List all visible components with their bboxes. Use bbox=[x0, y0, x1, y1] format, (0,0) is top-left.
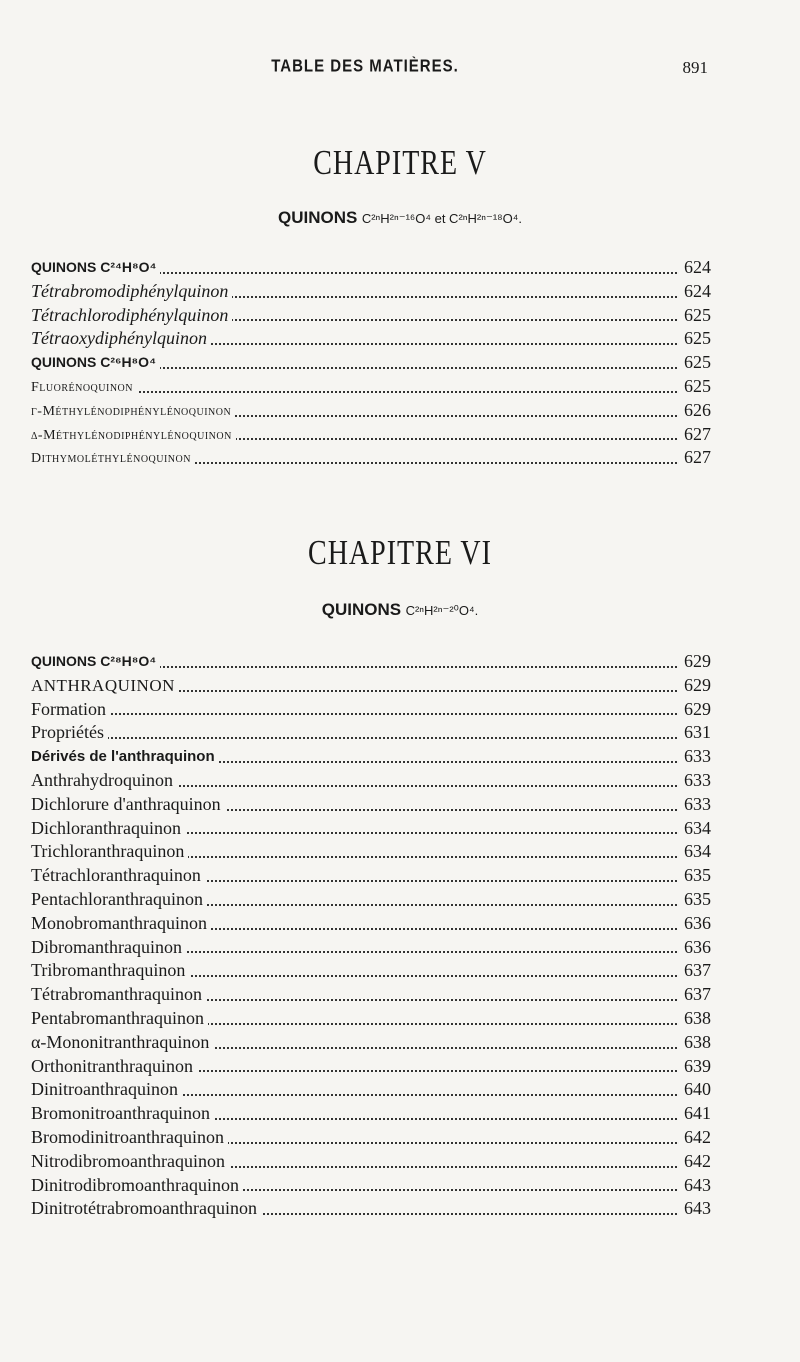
toc-entry-page: 636 bbox=[680, 912, 711, 936]
toc-entry-page: 624 bbox=[680, 256, 711, 280]
toc-entry bbox=[31, 817, 711, 841]
toc-entry-label: QUINONS C²⁶H⁸O⁴ bbox=[31, 354, 160, 370]
toc-entry-page: 634 bbox=[680, 817, 711, 841]
toc-entry-page: 629 bbox=[680, 674, 711, 698]
toc-entry bbox=[31, 1007, 711, 1031]
toc-entry bbox=[31, 399, 711, 423]
toc-entry-label: Dichlorure d'anthraquinon bbox=[31, 794, 225, 814]
toc-entry bbox=[31, 1174, 711, 1198]
toc-entry-label: QUINONS C²⁸H⁸O⁴ bbox=[31, 653, 160, 669]
toc-entry-label: Dibromanthraquinon bbox=[31, 937, 186, 957]
dot-leader bbox=[31, 737, 677, 739]
toc-entry bbox=[31, 256, 711, 280]
toc-entry bbox=[31, 840, 711, 864]
toc-entry-label: Pentachloranthraquinon bbox=[31, 889, 207, 909]
chapter-v-entries bbox=[31, 256, 711, 470]
toc-entry-page: 625 bbox=[680, 304, 711, 328]
toc-entry-label: QUINONS C²⁴H⁸O⁴ bbox=[31, 259, 160, 275]
dot-leader bbox=[31, 713, 677, 715]
toc-entry-page: 640 bbox=[680, 1078, 711, 1102]
toc-entry-page: 639 bbox=[680, 1055, 711, 1079]
toc-entry-label: Pentabromanthraquinon bbox=[31, 1008, 208, 1028]
chapter-vi-title: CHAPITRE VI bbox=[308, 534, 492, 573]
chapter-v-title: CHAPITRE V bbox=[313, 144, 487, 183]
toc-entry-label: Dinitrodibromoanthraquinon bbox=[31, 1175, 243, 1195]
toc-entry-label: δ-Méthylénodiphénylénoquinon bbox=[31, 428, 236, 443]
toc-entry bbox=[31, 983, 711, 1007]
toc-entry-label: Tétrachloranthraquinon bbox=[31, 865, 205, 885]
toc-entry-label: Dinitrotétrabromoanthraquinon bbox=[31, 1198, 261, 1218]
toc-entry-label: Tétrabromanthraquinon bbox=[31, 984, 206, 1004]
toc-entry bbox=[31, 351, 711, 375]
toc-entry bbox=[31, 888, 711, 912]
toc-entry-label: Bromonitroanthraquinon bbox=[31, 1103, 214, 1123]
toc-entry-page: 637 bbox=[680, 959, 711, 983]
toc-entry-label: γ-Méthylénodiphénylénoquinon bbox=[31, 404, 235, 419]
toc-entry-label: Formation bbox=[31, 699, 110, 719]
toc-entry-page: 642 bbox=[680, 1150, 711, 1174]
toc-entry-page: 633 bbox=[680, 793, 711, 817]
toc-entry-label: Fluorénoquinon bbox=[31, 380, 137, 395]
toc-entry-page: 637 bbox=[680, 983, 711, 1007]
toc-entry bbox=[31, 1197, 711, 1221]
toc-entry-page: 635 bbox=[680, 864, 711, 888]
toc-entry-label: Monobromanthraquinon bbox=[31, 913, 211, 933]
toc-entry-page: 635 bbox=[680, 888, 711, 912]
toc-entry-page: 629 bbox=[680, 698, 711, 722]
chapter-vi-entries bbox=[31, 650, 711, 1221]
toc-entry-label: Bromodinitroanthraquinon bbox=[31, 1127, 228, 1147]
toc-entry-page: 625 bbox=[680, 351, 711, 375]
toc-entry-label: ANTHRAQUINON bbox=[31, 676, 179, 695]
toc-entry-page: 631 bbox=[680, 721, 711, 745]
chapter-vi-section-label: QUINONS bbox=[321, 600, 402, 619]
toc-entry-label: Trichloranthraquinon bbox=[31, 841, 188, 861]
toc-entry-page: 643 bbox=[680, 1197, 711, 1221]
toc-entry bbox=[31, 1150, 711, 1174]
toc-entry-label: Dithymoléthylénoquinon bbox=[31, 451, 195, 466]
toc-entry-label: Propriétés bbox=[31, 722, 108, 742]
toc-entry-page: 638 bbox=[680, 1007, 711, 1031]
running-head bbox=[0, 58, 800, 80]
toc-entry bbox=[31, 912, 711, 936]
toc-entry-label: Tétrabromodiphénylquinon bbox=[31, 281, 232, 301]
toc-entry bbox=[31, 327, 711, 351]
toc-entry-label: Anthrahydroquinon bbox=[31, 770, 177, 790]
toc-entry-page: 638 bbox=[680, 1031, 711, 1055]
toc-entry bbox=[31, 745, 711, 769]
toc-entry bbox=[31, 375, 711, 399]
chapter-v-section-label: QUINONS bbox=[278, 208, 358, 227]
toc-entry-label: Tétrachlorodiphénylquinon bbox=[31, 305, 232, 325]
toc-entry-label: Dérivés de l'anthraquinon bbox=[31, 748, 219, 765]
toc-entry bbox=[31, 446, 711, 470]
toc-entry bbox=[31, 936, 711, 960]
toc-entry-page: 626 bbox=[680, 399, 711, 423]
page-number: 891 bbox=[682, 58, 708, 77]
toc-entry bbox=[31, 674, 711, 698]
toc-entry-page: 627 bbox=[680, 423, 711, 447]
toc-entry-page: 629 bbox=[680, 650, 711, 674]
toc-entry-label: Tétraoxydiphénylquinon bbox=[31, 328, 211, 348]
toc-entry bbox=[31, 304, 711, 328]
toc-entry-label: α-Mononitranthraquinon bbox=[31, 1032, 213, 1052]
toc-entry-label: Nitrodibromoanthraquinon bbox=[31, 1151, 229, 1171]
toc-entry-page: 636 bbox=[680, 936, 711, 960]
toc-entry bbox=[31, 721, 711, 745]
chapter-vi-section-formula: C²ⁿH²ⁿ⁻²⁰O⁴. bbox=[405, 603, 479, 618]
toc-entry bbox=[31, 959, 711, 983]
toc-entry bbox=[31, 1126, 711, 1150]
chapter-v-section-formula: C²ⁿH²ⁿ⁻¹⁶O⁴ et C²ⁿH²ⁿ⁻¹⁸O⁴. bbox=[361, 211, 522, 226]
toc-entry-page: 633 bbox=[680, 745, 711, 769]
toc-entry-page: 643 bbox=[680, 1174, 711, 1198]
toc-entry-page: 641 bbox=[680, 1102, 711, 1126]
toc-entry-page: 624 bbox=[680, 280, 711, 304]
toc-entry-page: 634 bbox=[680, 840, 711, 864]
toc-entry bbox=[31, 793, 711, 817]
toc-entry bbox=[31, 650, 711, 674]
toc-entry-page: 627 bbox=[680, 446, 711, 470]
running-title: TABLE DES MATIÈRES. bbox=[271, 56, 459, 77]
toc-entry-label: Orthonitranthraquinon bbox=[31, 1056, 197, 1076]
toc-entry bbox=[31, 423, 711, 447]
chapter-v-section-head bbox=[0, 208, 800, 228]
toc-entry bbox=[31, 1031, 711, 1055]
toc-entry-label: Tribromanthraquinon bbox=[31, 960, 189, 980]
toc-entry bbox=[31, 698, 711, 722]
toc-entry bbox=[31, 864, 711, 888]
toc-entry-page: 625 bbox=[680, 375, 711, 399]
toc-entry bbox=[31, 769, 711, 793]
toc-entry bbox=[31, 1078, 711, 1102]
toc-entry bbox=[31, 1102, 711, 1126]
toc-entry-label: Dinitroanthraquinon bbox=[31, 1079, 182, 1099]
chapter-vi-section-head bbox=[0, 600, 800, 620]
toc-entry-label: Dichloranthraquinon bbox=[31, 818, 185, 838]
toc-entry bbox=[31, 1055, 711, 1079]
toc-entry-page: 625 bbox=[680, 327, 711, 351]
toc-entry-page: 642 bbox=[680, 1126, 711, 1150]
toc-entry bbox=[31, 280, 711, 304]
toc-entry-page: 633 bbox=[680, 769, 711, 793]
